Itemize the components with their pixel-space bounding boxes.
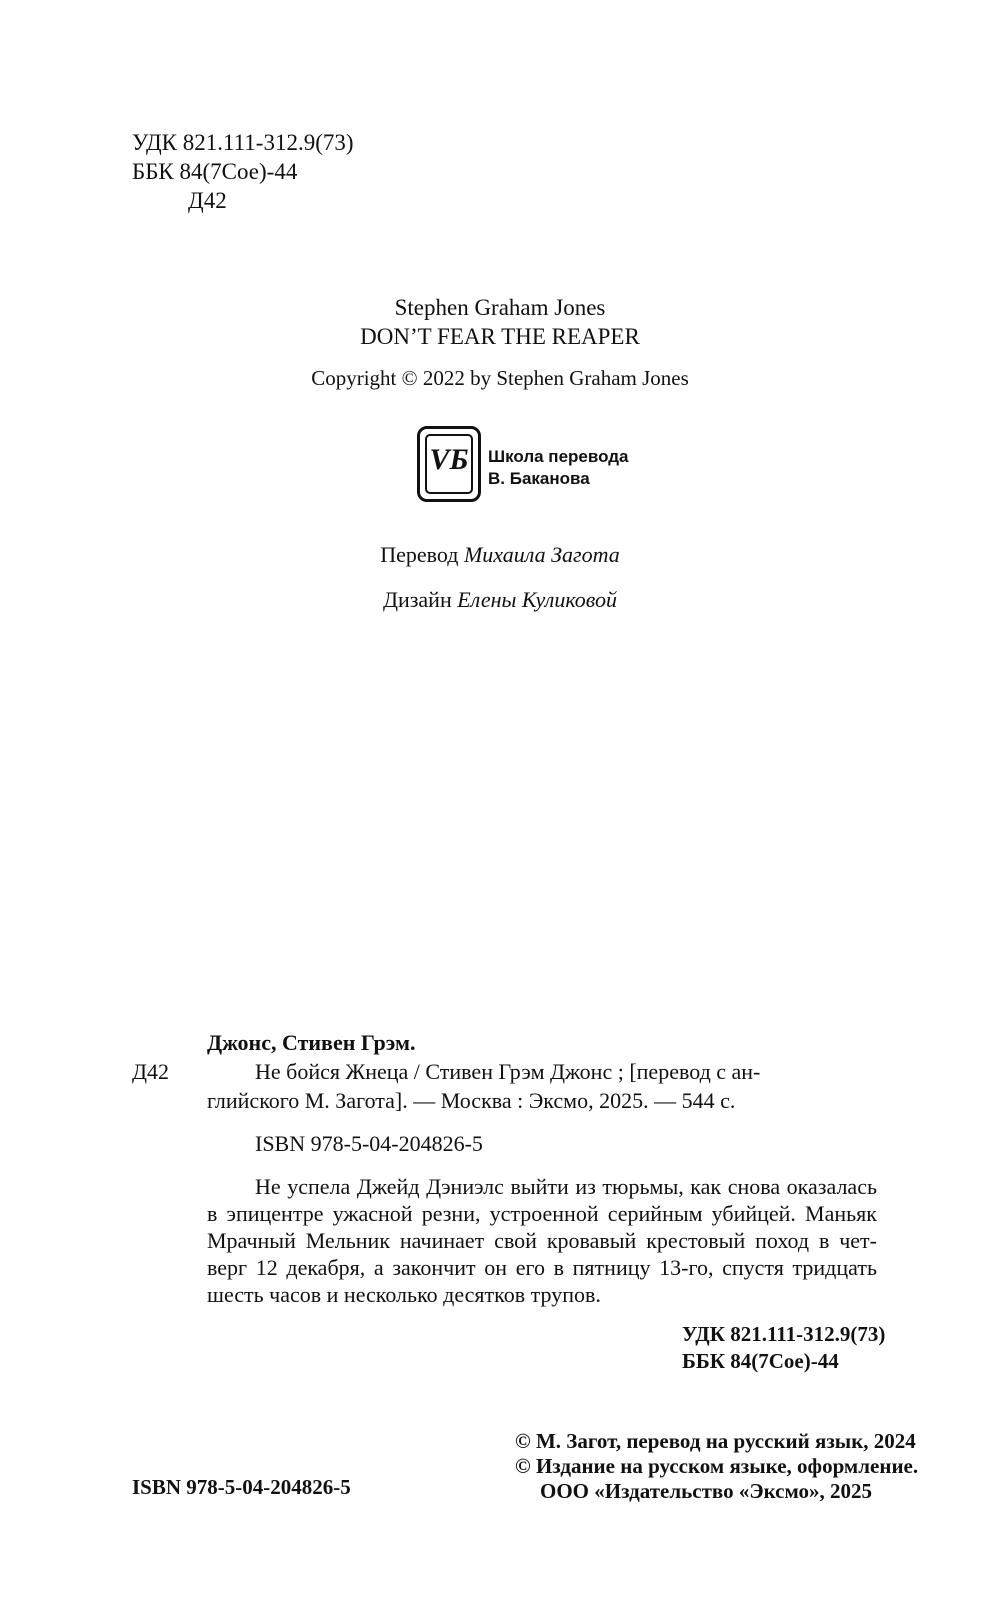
udk-code: УДК 821.111-312.9(73)	[132, 130, 354, 155]
catalog-line-1: Не бойся Жнеца / Стивен Грэм Джонс ; [перевод с ан-	[255, 1059, 761, 1084]
footer-copyright-edition: © Издание на русском языке, оформление.	[515, 1454, 919, 1478]
footer-publisher: ООО «Издательство «Эксмо», 2025	[540, 1479, 873, 1503]
original-copyright: Copyright © 2022 by Stephen Graham Jones	[311, 366, 689, 390]
summary-line: Не успела Джейд Дэниэлс выйти из тюрьмы, как снова оказалась	[255, 1174, 877, 1199]
original-author: Stephen Graham Jones	[394, 295, 606, 320]
original-title: DON’T FEAR THE REAPER	[360, 324, 640, 349]
catalog-udk-text: УДК 821.111-312.9(73)	[682, 1322, 886, 1346]
catalog-bbk	[500, 1347, 877, 1375]
catalog-summary	[207, 1173, 877, 1308]
translation-label: Перевод	[380, 542, 459, 567]
logo-caption-line2: В. Баканова	[488, 469, 590, 488]
design-credit	[0, 586, 1000, 614]
footer-copyright-translation: © М. Загот, перевод на русский язык, 2024	[515, 1429, 916, 1453]
designer-name: Елены Куликовой	[457, 587, 618, 612]
translator-name: Михаила Загота	[463, 542, 620, 567]
summary-line: в эпицентре ужасной резни, устроенной серийным убийцей. Маньяк	[207, 1201, 877, 1226]
translation-credit	[0, 541, 1000, 569]
summary-line: шесть часов и несколько десятков трупов.	[207, 1282, 601, 1307]
catalog-heading: Джонс, Стивен Грэм.	[207, 1030, 416, 1055]
catalog-udk	[500, 1320, 886, 1348]
catalog-isbn: ISBN 978-5-04-204826-5	[255, 1131, 483, 1156]
summary-line: Мрачный Мельник начинает свой кровавый крестовый поход в чет-	[207, 1228, 877, 1253]
school-logo-icon	[417, 426, 481, 502]
logo-caption	[488, 446, 629, 490]
design-label: Дизайн	[382, 587, 452, 612]
logo-monogram: VБ	[429, 443, 469, 476]
catalog-line-2: глийского М. Загота]. — Москва : Эксмо, 2025. — 544 с.	[207, 1088, 736, 1113]
catalog-bbk-text: ББК 84(7Сое)-44	[682, 1349, 839, 1373]
footer-isbn: ISBN 978-5-04-204826-5	[132, 1475, 351, 1499]
author-mark: Д42	[188, 188, 227, 213]
catalog-mark: Д42	[132, 1059, 170, 1084]
logo-caption-line1: Школа перевода	[488, 447, 629, 466]
bbk-code: ББК 84(7Сое)-44	[132, 159, 298, 184]
summary-line: верг 12 декабря, а закончит он его в пятницу 13-го, спустя тридцать	[207, 1255, 877, 1280]
